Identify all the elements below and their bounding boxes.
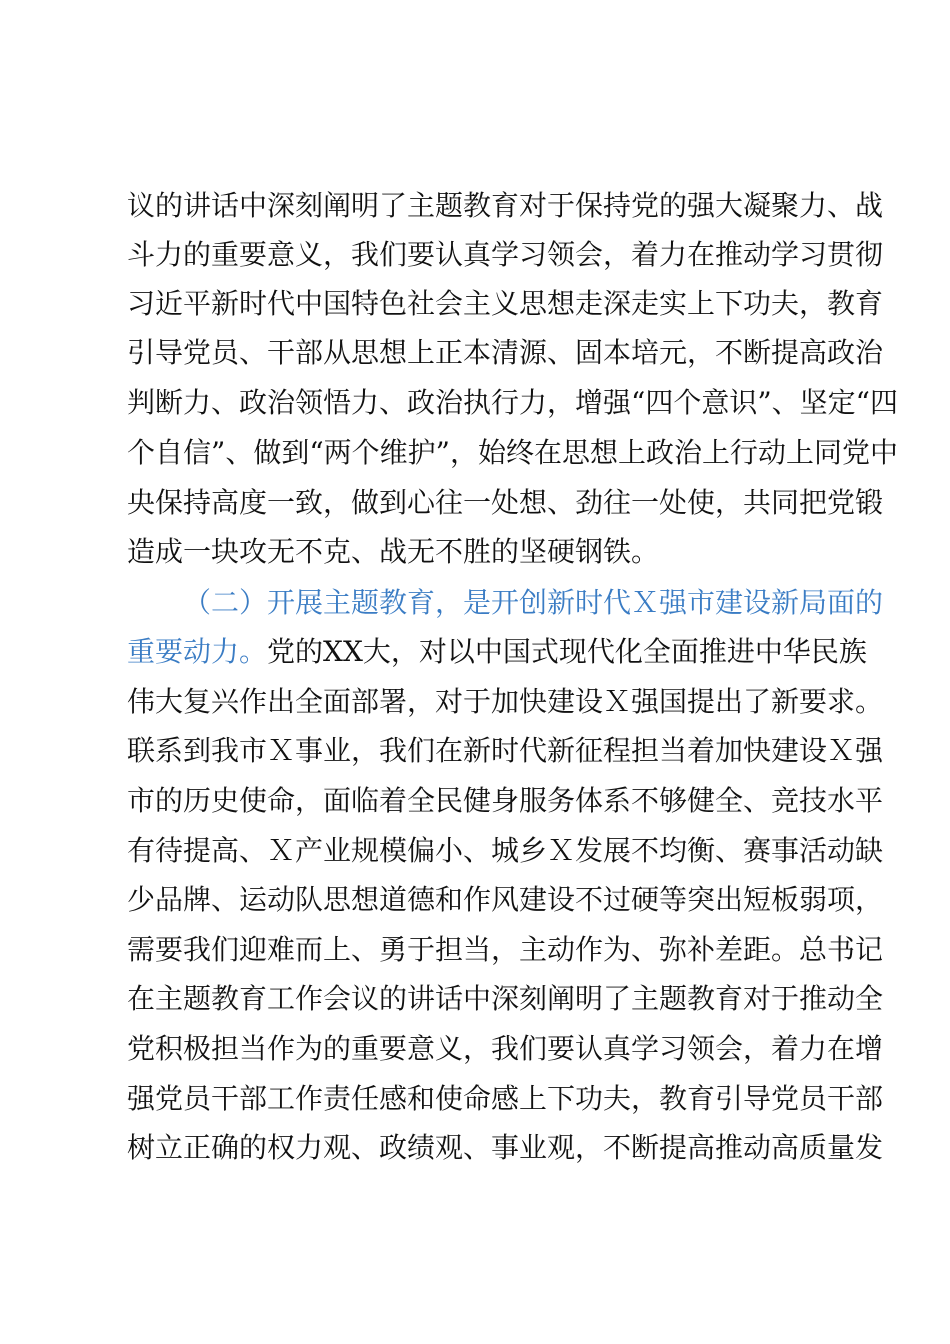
paragraph-1-line-6: 个自信”、做到“两个维护”，始终在思想上政治上行动上同党中 xyxy=(127,436,898,469)
paragraph-1-line-3: 习近平新时代中国特色社会主义思想走深走实上下功夫，教育 xyxy=(127,287,884,320)
paragraph-2-line-5: 市的历史使命，面临着全民健身服务体系不够健全、竞技水平 xyxy=(127,784,884,817)
section-heading-continued: 重要动力。 xyxy=(127,635,268,668)
paragraph-2-line-3: 伟大复兴作出全面部署，对于加快建设Ｘ强国提出了新要求。 xyxy=(127,685,884,718)
paragraph-1-line-2: 斗力的重要意义，我们要认真学习领会，着力在推动学习贯彻 xyxy=(127,238,884,271)
paragraph-2-line-10: 党积极担当作为的重要意义，我们要认真学习领会，着力在增 xyxy=(127,1032,884,1065)
paragraph-2-line-2 xyxy=(127,627,867,677)
paragraph-1-line-1: 议的讲话中深刻阐明了主题教育对于保持党的强大凝聚力、战 xyxy=(127,189,884,222)
paragraph-2-line-6: 有待提高、Ｘ产业规模偏小、城乡Ｘ发展不均衡、赛事活动缺 xyxy=(127,834,884,867)
section-heading: （二）开展主题教育，是开创新时代Ｘ强市建设新局面的 xyxy=(183,586,884,619)
paragraph-1-line-8: 造成一块攻无不克、战无不胜的坚硬钢铁。 xyxy=(127,535,660,568)
paragraph-1-line-4: 引导党员、干部从思想上正本清源、固本培元，不断提高政治 xyxy=(127,336,884,369)
paragraph-2-line-8: 需要我们迎难而上、勇于担当，主动作为、弥补差距。总书记 xyxy=(127,933,884,966)
paragraph-2-line-12: 树立正确的权力观、政绩观、事业观，不断提高推动高质量发 xyxy=(127,1131,884,1164)
paragraph-2-line-2-text: 党的XX大，对以中国式现代化全面推进中华民族 xyxy=(267,635,867,668)
paragraph-2-line-9: 在主题教育工作会议的讲话中深刻阐明了主题教育对于推动全 xyxy=(127,982,884,1015)
paragraph-1-line-5: 判断力、政治领悟力、政治执行力，增强“四个意识”、坚定“四 xyxy=(127,386,898,419)
paragraph-1-line-7: 央保持高度一致，做到心往一处想、劲往一处使，共同把党锻 xyxy=(127,486,884,519)
paragraph-2-line-4: 联系到我市Ｘ事业，我们在新时代新征程担当着加快建设Ｘ强 xyxy=(127,734,884,767)
paragraph-2-line-11: 强党员干部工作责任感和使命感上下功夫，教育引导党员干部 xyxy=(127,1082,884,1115)
paragraph-2-line-7: 少品牌、运动队思想道德和作风建设不过硬等突出短板弱项， xyxy=(127,883,884,916)
